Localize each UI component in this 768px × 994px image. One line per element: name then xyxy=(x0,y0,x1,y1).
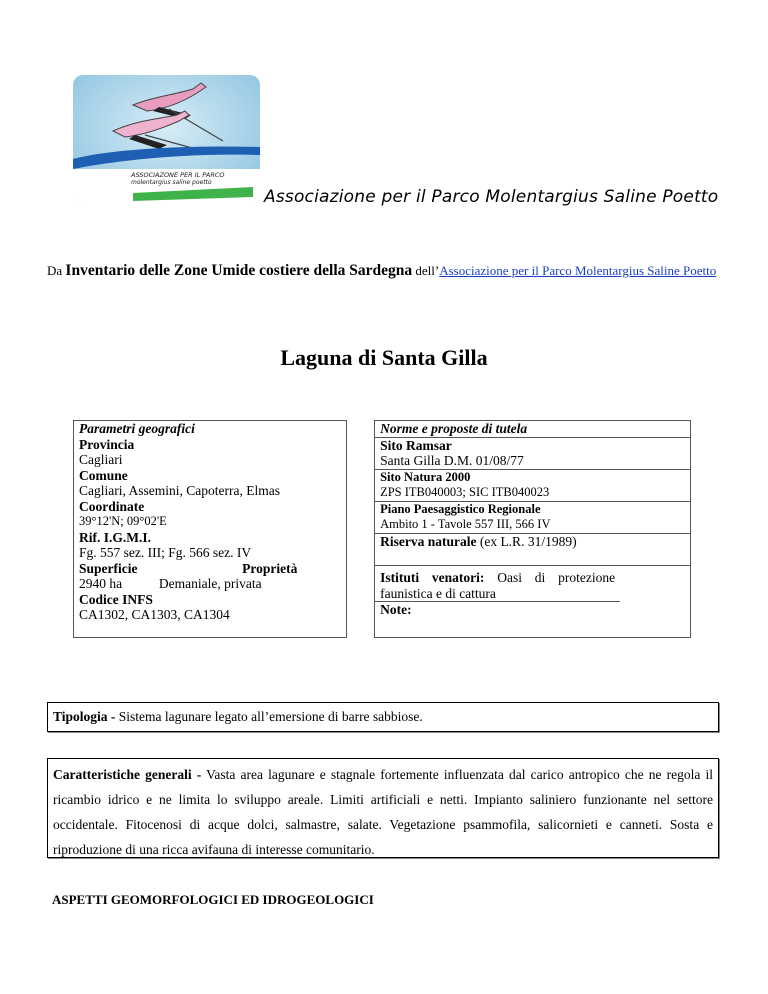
provincia-value: Cagliari xyxy=(79,452,123,467)
igmi-value: Fg. 557 sez. III; Fg. 566 sez. IV xyxy=(79,545,252,560)
tipologia-text: Sistema lagunare legato all’emersione di barre sabbiose. xyxy=(118,709,423,724)
proprieta-value: Demaniale, privata xyxy=(158,576,262,591)
source-connector: dell’ xyxy=(415,263,440,278)
association-title: Associazione per il Parco Molentargius Saline Poetto xyxy=(264,187,719,207)
tipologia-label: Tipologia - xyxy=(53,709,116,724)
ramsar-value: Santa Gilla D.M. 01/08/77 xyxy=(380,453,524,468)
note-block xyxy=(375,602,690,618)
logo-text-line2: molentargius saline poetto xyxy=(131,179,212,186)
coordinate-label: Coordinate xyxy=(79,498,145,514)
natura-label: Sito Natura 2000 xyxy=(380,469,471,484)
tipologia-box xyxy=(47,702,719,732)
note-label: Note: xyxy=(380,602,412,617)
protection-heading-block xyxy=(375,421,690,438)
superficie-value: 2940 ha xyxy=(79,576,123,591)
protection-heading: Norme e proposte di tutela xyxy=(380,421,528,436)
table-gap xyxy=(347,421,375,638)
site-parameters-table xyxy=(73,420,691,638)
riserva-value: (ex L.R. 31/1989) xyxy=(479,533,577,549)
caratteristiche-box xyxy=(47,758,719,858)
riserva-block xyxy=(375,534,690,567)
riserva-label: Riserva naturale xyxy=(380,533,477,549)
geo-parameters-cell xyxy=(74,421,347,638)
logo-text-line1: ASSOCIAZONE PER IL PARCO xyxy=(131,171,225,179)
piano-value: Ambito 1 - Tavole 557 III, 566 IV xyxy=(380,517,551,531)
natura-block xyxy=(375,470,690,502)
association-link[interactable]: Associazione per il Parco Molentargius Saline Poetto xyxy=(439,263,717,278)
work-title: Inventario delle Zone Umide costiere della Sardegna xyxy=(65,262,413,279)
piano-block xyxy=(375,502,690,534)
caratteristiche-label: Caratteristiche generali - xyxy=(53,767,202,782)
protection-cell xyxy=(375,421,691,638)
ramsar-block xyxy=(375,438,690,470)
infs-value: CA1302, CA1303, CA1304 xyxy=(79,607,230,622)
association-logo xyxy=(73,75,260,205)
ramsar-label: Sito Ramsar xyxy=(380,437,452,453)
istituti-label: Istituti venatori: xyxy=(380,570,485,585)
geo-heading: Parametri geografici xyxy=(79,421,195,436)
provincia-label: Provincia xyxy=(79,436,135,452)
page-title: Laguna di Santa Gilla xyxy=(280,345,488,370)
natura-value: ZPS ITB040003; SIC ITB040023 xyxy=(380,485,550,499)
istituti-block xyxy=(375,566,620,602)
piano-label: Piano Paesaggistico Regionale xyxy=(380,501,541,516)
caratteristiche-text: Vasta area lagunare e stagnale fortemente influenzata dal carico antropico che ne regola il ricambio idrico e ne limita lo sviluppo areale. Limiti artificiali e netti. Impianto saliniero funzionante nel settore occidentale. Fitocenosi di acque dolci, salmastre, salate. Vegetazione psammofila, salicornieti e canneti. Sosta e riproduzione di una ricca avifauna di interesse comunitario. xyxy=(53,767,713,857)
infs-label: Codice INFS xyxy=(79,591,153,607)
source-line xyxy=(47,262,727,280)
coordinate-value: 39°12'N; 09°02'E xyxy=(79,514,167,528)
igmi-label: Rif. I.G.M.I. xyxy=(79,529,151,545)
section-heading: ASPETTI GEOMORFOLOGICI ED IDROGEOLOGICI xyxy=(52,892,374,907)
source-prefix: Da xyxy=(47,263,63,278)
superficie-label: Superficie xyxy=(79,560,138,576)
superficie-proprieta-values xyxy=(79,576,341,592)
proprieta-label: Proprietà xyxy=(242,560,298,576)
istituti-value: Oasi di protezione faunistica e di cattura xyxy=(380,570,616,601)
comune-value: Cagliari, Assemini, Capoterra, Elmas xyxy=(79,483,280,498)
comune-label: Comune xyxy=(79,467,128,483)
superficie-proprieta-labels xyxy=(79,561,341,577)
